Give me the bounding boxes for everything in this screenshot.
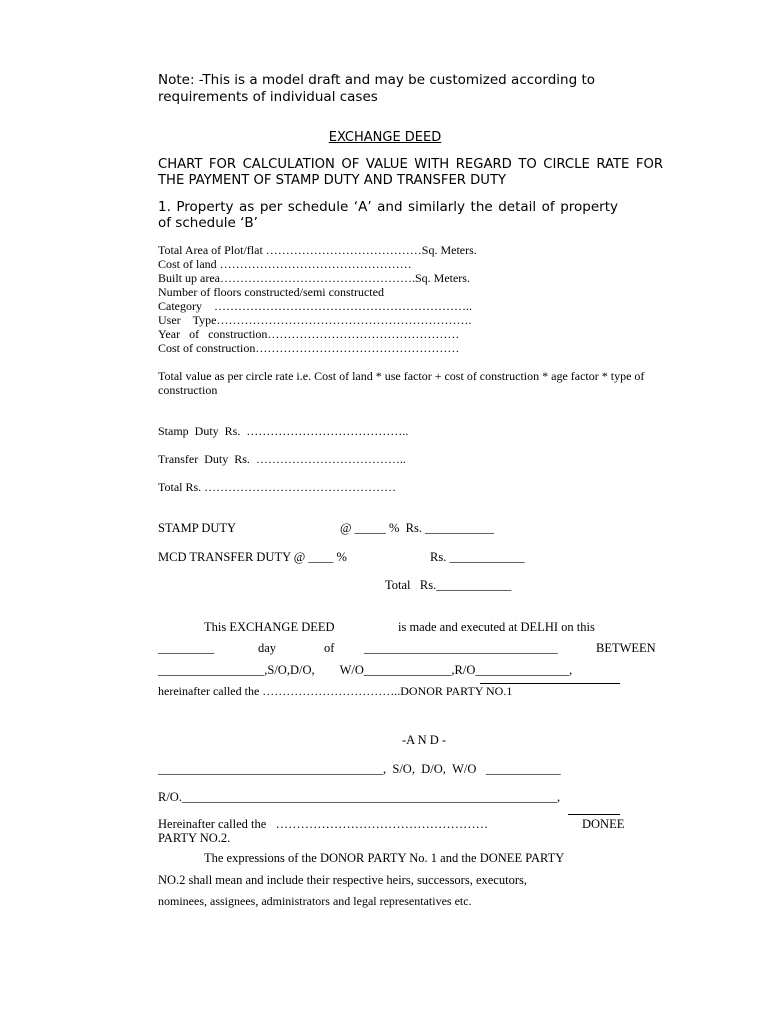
mcd-transfer-duty-calc: Rs. ____________ (430, 550, 525, 564)
stamp-duty-calc: @ _____ % Rs. ___________ (340, 521, 494, 535)
donor-details-line: _________________,S/O,D/O, W/O______________,R/O_______________, (158, 663, 573, 677)
donee-underline (568, 814, 620, 815)
field-user-type: User Type………………………………………………………. (158, 313, 472, 327)
deed-intro-a: This EXCHANGE DEED (204, 620, 335, 634)
field-built-up-area: Built up area………………………………………….Sq. Meters. (158, 271, 470, 285)
draft-note: Note: -This is a model draft and may be customized according to requirements of individual cases (158, 72, 596, 105)
donor-party-line: hereinafter called the ……………………………..DONOR PARTY NO.1 (158, 684, 513, 698)
deed-month-blank: _______________________________ (364, 641, 558, 655)
deed-day-word: day (258, 641, 277, 655)
chart-title: CHART FOR CALCULATION OF VALUE WITH REGARD TO CIRCLE RATE FOR THE PAYMENT OF STAMP DUTY AND TRANSFER DUTY (158, 157, 663, 188)
stamp-duty-line: Stamp Duty Rs. ………………………………….. (158, 424, 409, 438)
deed-between-word: BETWEEN (596, 641, 656, 655)
deed-intro-b: is made and executed at DELHI on this (398, 620, 595, 634)
field-cost-of-land: Cost of land ………………………………………… (158, 257, 412, 271)
field-category: Category ……………………………………………………….. (158, 299, 472, 313)
duty-total-calc: Total Rs.____________ (385, 578, 512, 592)
field-cost-of-construction: Cost of construction…………………………………………… (158, 341, 460, 355)
field-total-area: Total Area of Plot/flat …………………………………Sq. Meters. (158, 243, 477, 257)
field-number-of-floors: Number of floors constructed/semi constructed (158, 285, 384, 299)
deed-title-wrap (0, 130, 770, 145)
deed-of-word: of (324, 641, 335, 655)
transfer-duty-line: Transfer Duty Rs. ……………………………….. (158, 452, 406, 466)
field-year-of-construction: Year of construction………………………………………… (158, 327, 460, 341)
expressions-line-2: NO.2 shall mean and include their respective heirs, successors, executors, (158, 873, 527, 887)
donee-address-line: R/O.____________________________________________________________, (158, 790, 561, 804)
property-heading: 1. Property as per schedule ‘A’ and similarly the detail of property of schedule ‘B’ (158, 199, 618, 231)
donee-word: DONEE (582, 817, 625, 831)
expressions-line-3: nominees, assignees, administrators and legal representatives etc. (158, 894, 472, 908)
donee-name-line: ____________________________________, S/O, D/O, W/O ____________ (158, 762, 561, 776)
mcd-transfer-duty-label: MCD TRANSFER DUTY @ ____ % (158, 550, 347, 564)
total-value-formula: Total value as per circle rate i.e. Cost of land * use factor + cost of construction * age factor * type of construction (158, 369, 645, 397)
donee-party-no: PARTY NO.2. (158, 831, 231, 845)
and-separator: -A N D - (402, 733, 447, 747)
deed-day-blank: _________ (158, 641, 215, 655)
total-rs-line: Total Rs. ………………………………………… (158, 480, 397, 494)
donee-called-line (158, 817, 488, 832)
property-fields (158, 243, 477, 355)
expressions-line-1: The expressions of the DONOR PARTY No. 1 and the DONEE PARTY (204, 851, 565, 865)
stamp-duty-label: STAMP DUTY (158, 521, 237, 535)
deed-title: EXCHANGE DEED (328, 130, 442, 145)
donee-called-text: Hereinafter called the …………………………………………… (158, 817, 489, 831)
